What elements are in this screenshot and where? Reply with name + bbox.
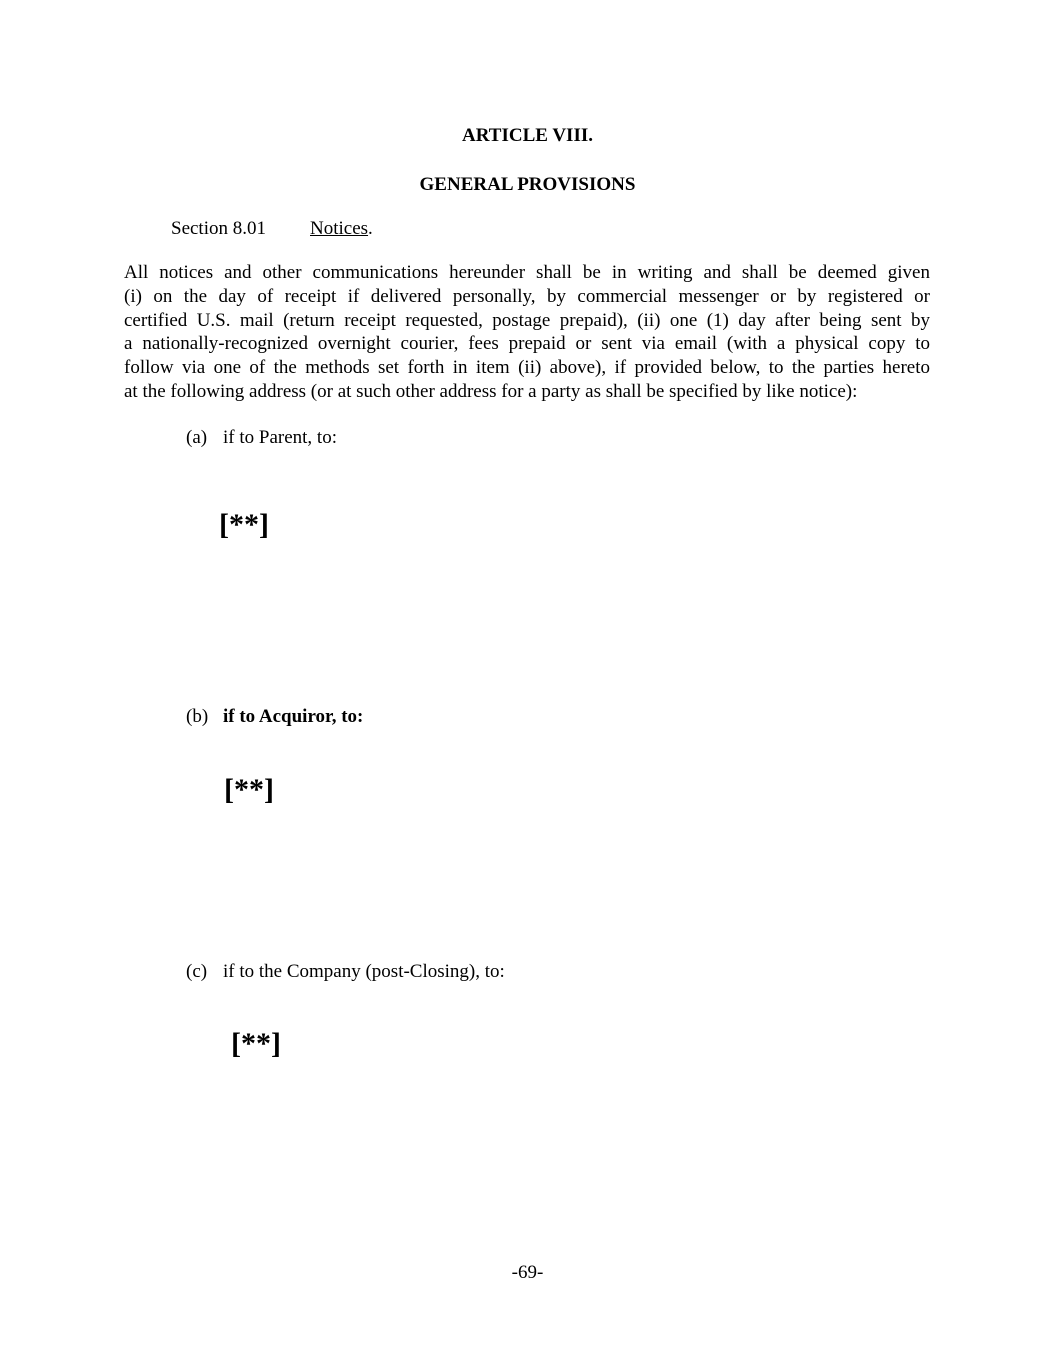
redacted-address-company: [**] xyxy=(231,1027,281,1060)
paragraph-line: follow via one of the methods set forth in item (ii) above), if provided below, to the parties hereto xyxy=(124,357,930,379)
item-text: if to the Company (post-Closing), to: xyxy=(223,961,505,982)
section-number: Section 8.01 xyxy=(171,218,266,239)
recipient-parent xyxy=(186,426,337,450)
page-number: -69- xyxy=(511,1262,544,1283)
section-title-period: . xyxy=(368,218,373,239)
item-text: if to Parent, to: xyxy=(223,427,337,448)
article-number: ARTICLE VIII. xyxy=(462,125,593,146)
section-title: Notices xyxy=(310,218,369,239)
notices-paragraph xyxy=(124,261,930,404)
item-label: (c) xyxy=(186,961,208,982)
item-label: (b) xyxy=(186,706,209,727)
paragraph-line: All notices and other communications hereunder shall be in writing and shall be deemed given xyxy=(124,262,930,283)
item-text: if to Acquiror, to: xyxy=(223,706,364,727)
paragraph-line: certified U.S. mail (return receipt requested, postage prepaid), (ii) one (1) day after being sent by xyxy=(124,309,930,331)
article-title: GENERAL PROVISIONS xyxy=(419,174,636,195)
item-label: (a) xyxy=(186,427,208,448)
paragraph-line: at the following address (or at such other address for a party as shall be specified by like notice): xyxy=(124,380,858,402)
recipient-acquiror xyxy=(186,705,363,729)
paragraph-line: (i) on the day of receipt if delivered personally, by commercial messenger or by registered or xyxy=(124,285,930,307)
recipient-company xyxy=(186,960,505,984)
redacted-address-acquiror: [**] xyxy=(224,773,274,806)
section-heading xyxy=(171,217,373,241)
redacted-address-parent: [**] xyxy=(219,508,269,541)
paragraph-line: a nationally-recognized overnight courier, fees prepaid or sent via email (with a physical copy to xyxy=(124,333,930,355)
